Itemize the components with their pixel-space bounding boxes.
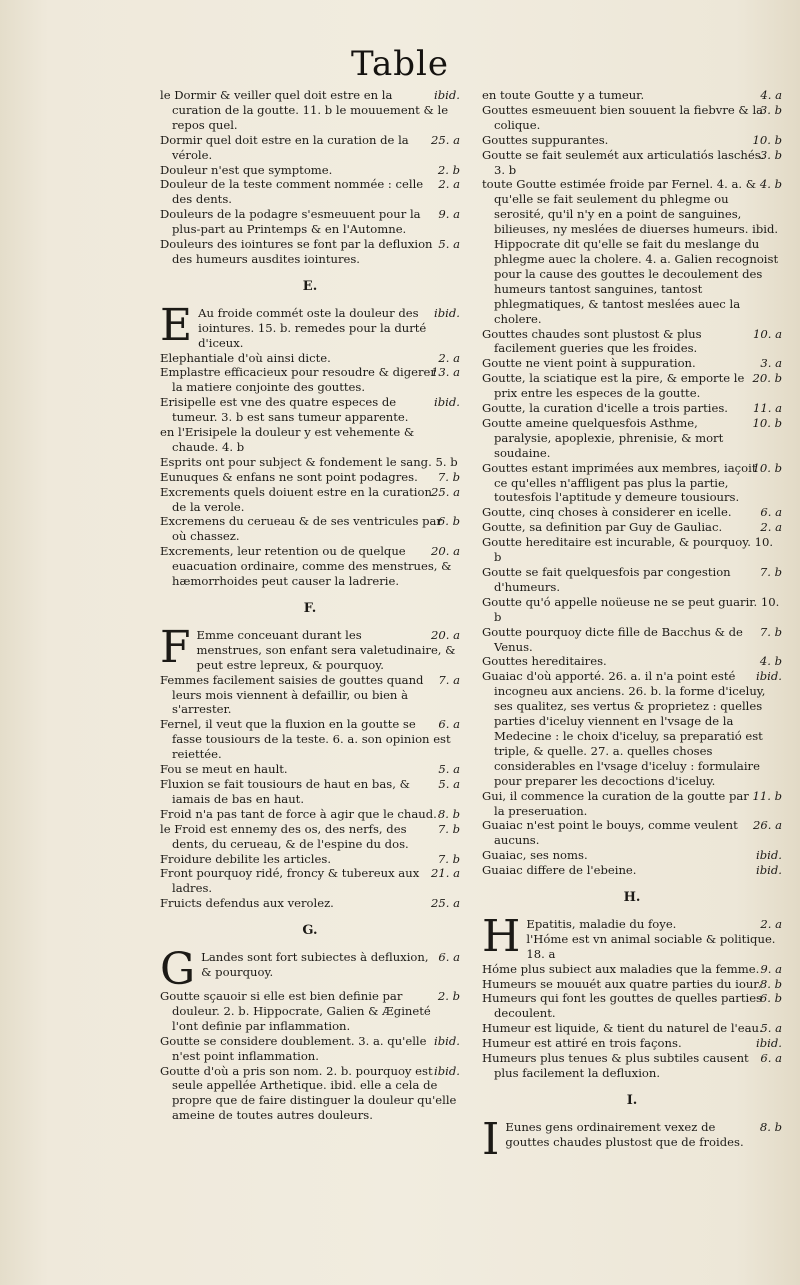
index-text: Gouttes estant imprimées aux membres, iaçoit ce qu'elles n'affligent pas plus la partie, toutesfois l'aptitude y demeure tousiours.	[482, 460, 757, 505]
index-ref: ibid.	[434, 1063, 460, 1078]
section-heading-f: F.	[303, 601, 317, 616]
index-entry	[482, 177, 782, 326]
index-entry	[482, 505, 782, 520]
drop-cap-h: H	[482, 910, 521, 962]
index-entry	[482, 133, 782, 148]
index-text: Gouttes suppurantes.	[482, 132, 609, 147]
index-ref: 2. a	[760, 520, 782, 535]
index-ref: 11. a	[752, 401, 782, 416]
index-text: Humeurs qui font les gouttes de quelles parties decoulent.	[482, 991, 763, 1021]
index-entry	[160, 207, 460, 237]
index-ref: 26. a	[752, 818, 782, 833]
index-ref: 5. a	[438, 237, 460, 252]
index-ref: ibid.	[756, 1036, 782, 1051]
index-ref: 4. b	[759, 177, 782, 192]
index-ref: 7. b	[759, 624, 782, 639]
index-ref: 5. a	[438, 776, 460, 791]
index-entry	[482, 654, 782, 669]
index-entry	[160, 237, 460, 267]
index-entry	[482, 863, 782, 878]
index-entry	[482, 416, 782, 461]
index-ref: 8. b	[437, 806, 460, 821]
index-ref: 13. a	[430, 365, 460, 380]
index-text: en toute Goutte y a tumeur.	[482, 88, 645, 102]
index-ref: 25. a	[430, 484, 460, 499]
section-e-lead	[160, 299, 460, 351]
index-entry	[160, 365, 460, 395]
index-text: Goutte, la sciatique est la pire, & emporte le prix entre les especes de la goutte.	[482, 371, 745, 401]
index-entry	[482, 356, 782, 371]
index-entry	[482, 327, 782, 357]
index-entry	[482, 1036, 782, 1051]
index-entry	[482, 103, 782, 133]
index-entry	[160, 133, 460, 163]
index-entry	[482, 1051, 782, 1081]
index-text: Goutte qu'ó appelle noüeuse ne se peut guarir. 10. b	[482, 594, 780, 624]
index-entry	[160, 762, 460, 777]
index-entry	[160, 455, 460, 470]
index-entry	[160, 807, 460, 822]
index-text: Goutte sçauoir si elle est bien definie par douleur. 2. b. Hippocrate, Galien & Ægineté l'ont definie par inflammation.	[160, 989, 431, 1033]
index-text: Froidure debilite les articles.	[160, 851, 332, 866]
index-ref: 4. b	[759, 654, 782, 669]
index-entry	[160, 88, 460, 133]
index-text: Excrements, leur retention ou de quelque euacuation ordinaire, comme des menstrues, & hæmorrhoides peut causer la ladrerie.	[160, 544, 452, 589]
index-text: Goutte, cinq choses à considerer en icelle.	[482, 505, 732, 520]
index-text: l'Hóme est vn animal sociable & politique. 18. a	[526, 931, 776, 961]
index-ref: 6. a	[438, 717, 460, 732]
index-ref: 6. a	[760, 1051, 782, 1066]
index-text: Emme conceuant durant les menstrues, son enfant sera valetudinaire, & peut estre lepreux, & pourquoy.	[196, 627, 456, 672]
index-ref: ibid.	[434, 88, 460, 102]
index-ref: 5. a	[438, 762, 460, 777]
index-text: Hóme plus subiect aux maladies que la femme.	[482, 961, 760, 976]
section-heading-g: G.	[302, 923, 318, 939]
index-entry	[482, 371, 782, 401]
index-entry	[160, 896, 460, 911]
index-ref: ibid.	[756, 863, 782, 878]
index-entry	[482, 818, 782, 848]
section-heading-e: E.	[302, 278, 318, 294]
index-text: Gouttes chaudes sont plustost & plus facilement gueries que les froides.	[482, 326, 702, 356]
index-entry	[482, 520, 782, 535]
index-entry	[482, 669, 782, 788]
index-ref: 20. b	[752, 371, 782, 386]
index-text: Guaiac differe de l'ebeine.	[482, 863, 637, 878]
index-entry	[160, 866, 460, 896]
index-entry	[160, 163, 460, 178]
index-text: Humeur est attiré en trois façons.	[482, 1036, 682, 1051]
index-entry	[482, 565, 782, 595]
index-ref: 11. b	[752, 788, 782, 803]
index-text: Elephantiale d'où ainsi dicte.	[160, 350, 331, 365]
index-entry	[482, 535, 782, 565]
index-text: Goutte pourquoy dicte fille de Bacchus & de Venus.	[482, 624, 743, 654]
index-ref: 10. a	[752, 326, 782, 341]
index-ref: 9. a	[438, 207, 460, 222]
index-ref: 2. b	[437, 162, 460, 177]
index-ref: ibid.	[756, 669, 782, 684]
index-text: Humeur est liquide, & tient du naturel de l'eau.	[482, 1021, 763, 1036]
index-entry	[160, 177, 460, 207]
index-text: Erisipelle est vne des quatre especes de tumeur. 3. b est sans tumeur apparente.	[160, 395, 409, 425]
index-text: Humeurs plus tenues & plus subtiles causent plus facilement la defluxion.	[482, 1051, 749, 1080]
right-column	[482, 88, 782, 1165]
index-text: Froid n'a pas tant de force à agir que le chaud.	[160, 806, 437, 821]
index-text: Dormir quel doit estre en la curation de la vérole.	[160, 132, 409, 162]
index-text: Gouttes hereditaires.	[482, 654, 607, 669]
section-g-lead	[160, 944, 460, 996]
index-entry	[160, 425, 460, 455]
index-entry	[160, 822, 460, 852]
index-ref: 7. b	[437, 851, 460, 866]
index-text: Gui, il commence la curation de la goutte par la preseruation.	[482, 788, 749, 818]
index-ref: 6. b	[437, 514, 460, 529]
index-entry	[482, 595, 782, 625]
index-text: Emplastre efficacieux pour resoudre & digerer la matiere conjointe des gouttes.	[160, 365, 436, 395]
index-text: Gouttes esmeuuent bien souuent la fiebvre & la colique.	[482, 102, 764, 132]
index-ref: 3. b	[759, 102, 782, 117]
index-entry	[482, 977, 782, 992]
index-ref: 2. a	[760, 916, 782, 931]
index-entry	[482, 625, 782, 655]
index-ref: 6. a	[760, 505, 782, 520]
drop-cap-f: F	[160, 621, 191, 673]
index-ref: 2. b	[437, 989, 460, 1004]
index-entry	[482, 461, 782, 506]
index-ref: 10. b	[752, 132, 782, 147]
index-entry	[160, 395, 460, 425]
index-text: Goutte ne vient point à suppuration.	[482, 356, 696, 371]
index-text: Goutte, sa definition par Guy de Gauliac.	[482, 520, 723, 535]
index-entry	[160, 470, 460, 485]
index-ref: 8. b	[759, 976, 782, 991]
section-heading-i: I.	[626, 1092, 638, 1108]
index-text: Epatitis, maladie du foye.	[526, 916, 677, 931]
index-ref: ibid.	[434, 1033, 460, 1048]
index-ref: 7. b	[437, 821, 460, 836]
index-text: Fluxion se fait tousiours de haut en bas, & iamais de bas en haut.	[160, 776, 410, 806]
index-ref: 5. a	[760, 1021, 782, 1036]
section-h-lead	[482, 910, 782, 962]
index-entry	[160, 1064, 460, 1124]
index-text: Humeurs se mouuét aux quatre parties du iour.	[482, 976, 762, 991]
index-text: Front pourquoy ridé, froncy & tubereux aux ladres.	[160, 866, 420, 896]
index-ref: 7. a	[438, 672, 460, 687]
index-text: Goutte se considere doublement. 3. a. qu'elle n'est point inflammation.	[160, 1033, 427, 1063]
index-entry	[482, 848, 782, 863]
index-entry	[482, 88, 782, 103]
index-ref: 7. b	[437, 469, 460, 484]
index-text: Guaiac n'est point le bouys, comme veulent aucuns.	[482, 818, 738, 848]
index-entry	[160, 717, 460, 762]
index-text: le Froid est ennemy des os, des nerfs, des dents, du cerueau, & de l'espine du dos.	[160, 821, 409, 851]
index-entry	[160, 544, 460, 589]
index-text: Goutte hereditaire est incurable, & pourquoy. 10. b	[482, 535, 774, 565]
index-text: Esprits ont pour subject & fondement le sang. 5. b	[160, 454, 458, 469]
index-entry	[160, 351, 460, 366]
index-entry	[482, 148, 782, 178]
index-entry	[482, 789, 782, 819]
index-entry	[482, 991, 782, 1021]
index-entry	[482, 401, 782, 416]
left-column	[160, 88, 460, 1123]
index-ref: 20. a	[430, 544, 460, 559]
drop-cap-i: I	[482, 1113, 500, 1165]
index-text: Fruicts defendus aux verolez.	[160, 896, 334, 911]
index-entry	[482, 1021, 782, 1036]
index-text: Excremens du cerueau & de ses ventricules par où chassez.	[160, 514, 442, 544]
index-ref: 3. b	[759, 147, 782, 162]
index-ref: 8. b	[759, 1119, 782, 1134]
index-entry	[160, 777, 460, 807]
index-text: Landes sont fort subiectes à defluxion, & pourquoy.	[201, 950, 429, 979]
index-entry	[160, 1034, 460, 1064]
index-ref: 4. a	[760, 88, 782, 102]
index-ref: 21. a	[430, 866, 460, 881]
index-text: Goutte se fait quelquesfois par congestion d'humeurs.	[482, 565, 731, 594]
index-text: en l'Erisipele la douleur y est vehemente & chaude. 4. b	[160, 425, 415, 454]
index-text: Femmes facilement saisies de gouttes quand leurs mois viennent à defaillir, ou bien à s'arrester.	[160, 672, 424, 717]
index-entry	[160, 485, 460, 515]
page-title: Table	[350, 44, 450, 84]
index-ref: 6. b	[759, 991, 782, 1006]
index-entry	[160, 673, 460, 718]
index-ref: 25. a	[430, 896, 460, 911]
index-text: le Dormir & veiller quel doit estre en la curation de la goutte. 11. b le mouuement & le repos quel.	[160, 88, 449, 132]
index-ref: 7. b	[759, 565, 782, 579]
index-entry	[160, 989, 460, 1034]
index-text: Guaiac d'où apporté. 26. a. il n'a point esté incogneu aux anciens. 26. b. la forme d'iceluy, ses qualitez, ses vertus & proprietez : quelles parties d'iceluy viennent en l'vsage de la Medecine : le choix d'iceluy, sa preparatió est triple, & quelle. 27. a. quelles choses considerables en l'vsage d'iceluy : formulaire pour preparer les decoctions d'iceluy.	[482, 669, 766, 788]
index-entry	[482, 962, 782, 977]
index-text: Guaiac, ses noms.	[482, 848, 588, 863]
index-text: Goutte d'où a pris son nom. 2. b. pourquoy est seule appellée Arthetique. ibid. elle a cela de propre que de faire distinguer la douleur qu'elle ameine de toutes autres douleurs.	[160, 1063, 457, 1123]
index-ref: ibid.	[434, 305, 460, 320]
index-ref: 2. a	[438, 177, 460, 192]
index-ref: 9. a	[760, 961, 782, 976]
index-text: Douleurs des iointures se font par la defluxion des humeurs ausdites iointures.	[160, 237, 433, 266]
index-text: Eunes gens ordinairement vexez de gouttes chaudes plustost que de froides.	[505, 1119, 744, 1149]
index-text: Douleur de la teste comment nommée : celle des dents.	[160, 177, 424, 207]
index-text: Goutte, la curation d'icelle a trois parties.	[482, 401, 728, 416]
index-text: Excrements quels doiuent estre en la curation de la verole.	[160, 484, 432, 514]
section-i-lead	[482, 1113, 782, 1165]
index-text: Douleurs de la podagre s'esmeuuent pour la plus-part au Printemps & en l'Automne.	[160, 207, 421, 237]
index-entry	[160, 852, 460, 867]
index-text: Goutte se fait seulemét aux articulatiós laschés. 3. b	[482, 147, 765, 177]
section-heading-h: H.	[623, 890, 641, 906]
index-ref: 3. a	[760, 356, 782, 371]
index-entry	[160, 514, 460, 544]
index-text: toute Goutte estimée froide par Fernel. 4. a. & qu'elle se fait seulement du phlegme ou serosité, qu'il n'y en a point de sanguines, bilieuses, ny meslées de diuerses humeurs. ibid. Hippocrate dit qu'elle se fait du meslange du phlegme auec la cholere. 4. a. Galien recognoist pour la cause des gouttes le decoulement des humeurs tantost sanguines, tantost phlegmatiques, & tantost meslées auec la cholere.	[482, 177, 779, 326]
index-text: Goutte ameine quelquesfois Asthme, paralysie, apoplexie, phrenisie, & mort soudaine.	[482, 415, 724, 460]
index-ref: 25. a	[430, 132, 460, 147]
index-ref: ibid.	[434, 395, 460, 410]
index-ref: 10. b	[752, 460, 782, 475]
index-text: Au froide commét oste la douleur des iointures. 15. b. remedes pour la durté d'iceux.	[198, 305, 427, 350]
index-text: Eunuques & enfans ne sont point podagres.	[160, 469, 418, 484]
index-ref: ibid.	[756, 848, 782, 863]
index-text: Douleur n'est que symptome.	[160, 162, 333, 177]
index-ref: 20. a	[430, 627, 460, 642]
index-ref: 10. b	[752, 415, 782, 430]
drop-cap-g: G	[160, 944, 196, 996]
index-text: Fernel, il veut que la fluxion en la goutte se fasse tousiours de la teste. 6. a. son opinion est reiettée.	[160, 717, 451, 762]
drop-cap-e: E	[160, 299, 193, 351]
section-f-lead	[160, 621, 460, 673]
index-ref: 6. a	[438, 950, 460, 965]
index-ref: 2. a	[438, 350, 460, 365]
index-text: Fou se meut en hault.	[160, 762, 288, 777]
